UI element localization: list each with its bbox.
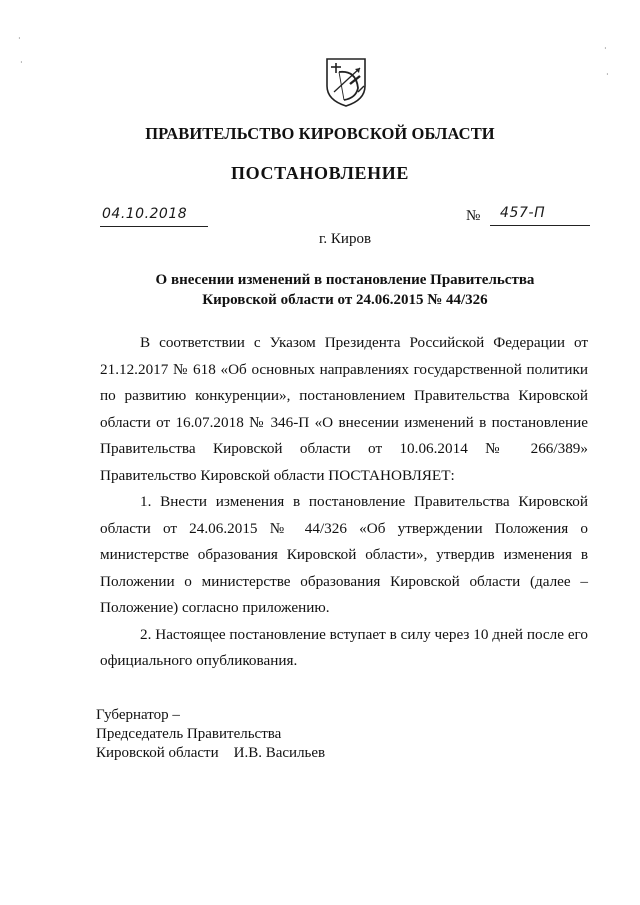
scan-speck: ·	[20, 58, 23, 67]
number-sign: №	[466, 208, 481, 224]
document-number-field	[466, 205, 590, 226]
signature-block	[96, 706, 325, 763]
document-subject	[0, 270, 640, 310]
scan-speck: ·	[606, 70, 609, 79]
signature-line: Губернатор –	[96, 707, 180, 723]
body-paragraph: 1. Внести изменения в постановление Правительства Кировской области от 24.06.2015 № 44/326 «Об утверждении Положения о министерстве образования Кировской области», утвердив изменения в Положении о министерстве образования Кировской области (далее – Положение) согласно приложению.	[100, 493, 588, 616]
scan-speck: ·	[604, 44, 607, 53]
document-type-title: ПОСТАНОВЛЕНИЕ	[231, 163, 409, 183]
signature-line: Кировской области И.В. Васильев	[96, 745, 326, 761]
kirov-coat-of-arms-icon	[324, 56, 368, 108]
city-label: г. Киров	[318, 231, 372, 247]
document-body	[100, 330, 588, 675]
subject-line: Кировской области от 24.06.2015 № 44/326	[202, 292, 488, 308]
signature-line: Председатель Правительства	[96, 726, 282, 742]
document-number: 457-П	[500, 205, 546, 221]
body-paragraph: 2. Настоящее постановление вступает в силу через 10 дней после его официального опубликования.	[100, 625, 588, 669]
document-date-field	[100, 208, 208, 227]
scan-speck: ·	[18, 34, 21, 43]
government-title: ПРАВИТЕЛЬСТВО КИРОВСКОЙ ОБЛАСТИ	[145, 124, 495, 143]
document-date: 04.10.2018	[102, 206, 188, 222]
document-number-line	[490, 205, 590, 226]
body-paragraph: В соответствии с Указом Президента Российской Федерации от 21.12.2017 № 618 «Об основных направлениях государственной политики по развитию конкуренции», постановлением Правительства Кировской области от 16.07.2018 № 346-П «О внесении изменений в постановление Правительства Кировской области от 10.06.2014 № 266/389» Правительство Кировской области ПОСТАНОВЛЯЕТ:	[100, 334, 588, 484]
subject-line: О внесении изменений в постановление Правительства	[155, 272, 535, 288]
